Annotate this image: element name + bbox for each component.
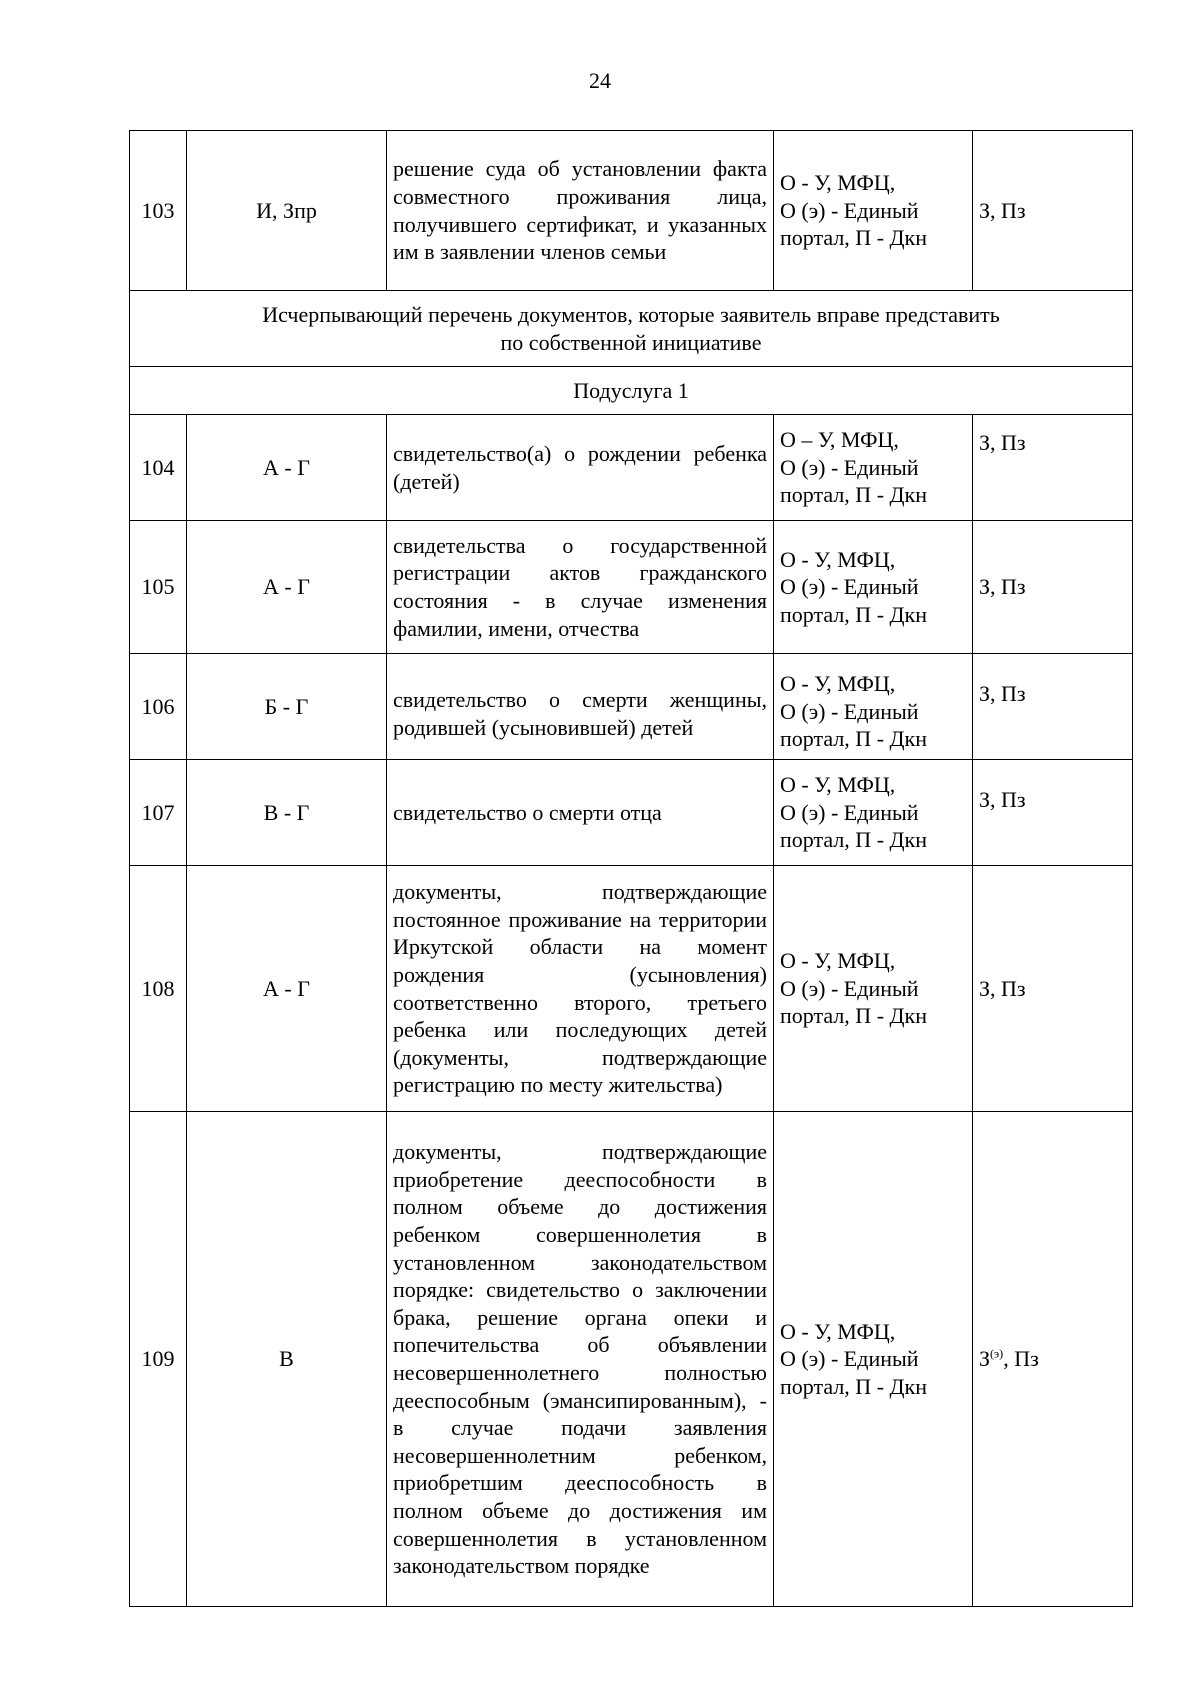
document-description: документы, подтверждающие постоянное проживание на территории Иркутской области на момент рождения (усыновления) соответственно второго, третьего ребенка или последующих детей (документы, подтверждающие регистрацию по месту жительства) [387, 866, 774, 1112]
table-row-108 [130, 866, 1133, 1112]
document-description: свидетельство о смерти женщины, родившей (усыновившей) детей [387, 654, 774, 760]
table-row-107 [130, 760, 1133, 866]
mode-rest: , Пз [1003, 1346, 1039, 1372]
row-number: 108 [130, 866, 187, 1112]
submission-method: О – У, МФЦ, О (э) - Единый портал, П - Дкн [774, 415, 973, 521]
row-number: 107 [130, 760, 187, 866]
table-row-105 [130, 521, 1133, 654]
document-mode: З, Пз [973, 760, 1133, 866]
mode-superscript: (э) [990, 1346, 1004, 1361]
submission-method: О - У, МФЦ, О (э) - Единый портал, П - Дкн [774, 760, 973, 866]
document-description: документы, подтверждающие приобретение дееспособности в полном объеме до достижения ребенком совершеннолетия в установленном законодательством порядке: свидетельство о заключении брака, решение органа опеки и попечительства об объявлении несовершеннолетнего полностью дееспособным (эмансипированным), - в случае подачи заявления несовершеннолетним ребенком, приобретшим дееспособность в полном объеме до достижения им совершеннолетия в установленном законодательством порядке [387, 1112, 774, 1607]
applicant-category: А - Г [187, 866, 387, 1112]
document-mode: З, Пз [973, 521, 1133, 654]
submission-method: О - У, МФЦ, О (э) - Единый портал, П - Дкн [774, 1112, 973, 1607]
applicant-category: А - Г [187, 415, 387, 521]
subservice-heading: Подуслуга 1 [130, 367, 1133, 415]
applicant-category: В [187, 1112, 387, 1607]
subservice-heading-row [130, 367, 1133, 415]
section-heading-row [130, 291, 1133, 367]
applicant-category: Б - Г [187, 654, 387, 760]
applicant-category: А - Г [187, 521, 387, 654]
applicant-category: В - Г [187, 760, 387, 866]
submission-method: О - У, МФЦ, О (э) - Единый портал, П - Дкн [774, 654, 973, 760]
section-heading: Исчерпывающий перечень документов, которые заявитель вправе представить по собственной инициативе [130, 291, 1133, 367]
document-mode: З, Пз [973, 415, 1133, 521]
row-number: 104 [130, 415, 187, 521]
table-row-109 [130, 1112, 1133, 1607]
row-number: 105 [130, 521, 187, 654]
table-row-106 [130, 654, 1133, 760]
document-mode: З, Пз [973, 131, 1133, 291]
document-description: свидетельство(а) о рождении ребенка (детей) [387, 415, 774, 521]
page-number: 24 [589, 68, 611, 93]
documents-table [129, 130, 1133, 1607]
document-description: решение суда об установлении факта совместного проживания лица, получившего сертификат, и указанных им в заявлении членов семьи [387, 131, 774, 291]
document-mode [973, 1112, 1133, 1607]
document-description: свидетельства о государственной регистрации актов гражданского состояния - в случае изменения фамилии, имени, отчества [387, 521, 774, 654]
document-description: свидетельство о смерти отца [387, 760, 774, 866]
row-number: 106 [130, 654, 187, 760]
applicant-category: И, Зпр [187, 131, 387, 291]
submission-method: О - У, МФЦ, О (э) - Единый портал, П - Дкн [774, 866, 973, 1112]
document-mode: З, Пз [973, 866, 1133, 1112]
mode-base: З [979, 1346, 991, 1372]
row-number: 103 [130, 131, 187, 291]
document-mode: З, Пз [973, 654, 1133, 760]
submission-method: О - У, МФЦ, О (э) - Единый портал, П - Дкн [774, 521, 973, 654]
table-row-103 [130, 131, 1133, 291]
table-row-104 [130, 415, 1133, 521]
row-number: 109 [130, 1112, 187, 1607]
submission-method: О - У, МФЦ, О (э) - Единый портал, П - Дкн [774, 131, 973, 291]
